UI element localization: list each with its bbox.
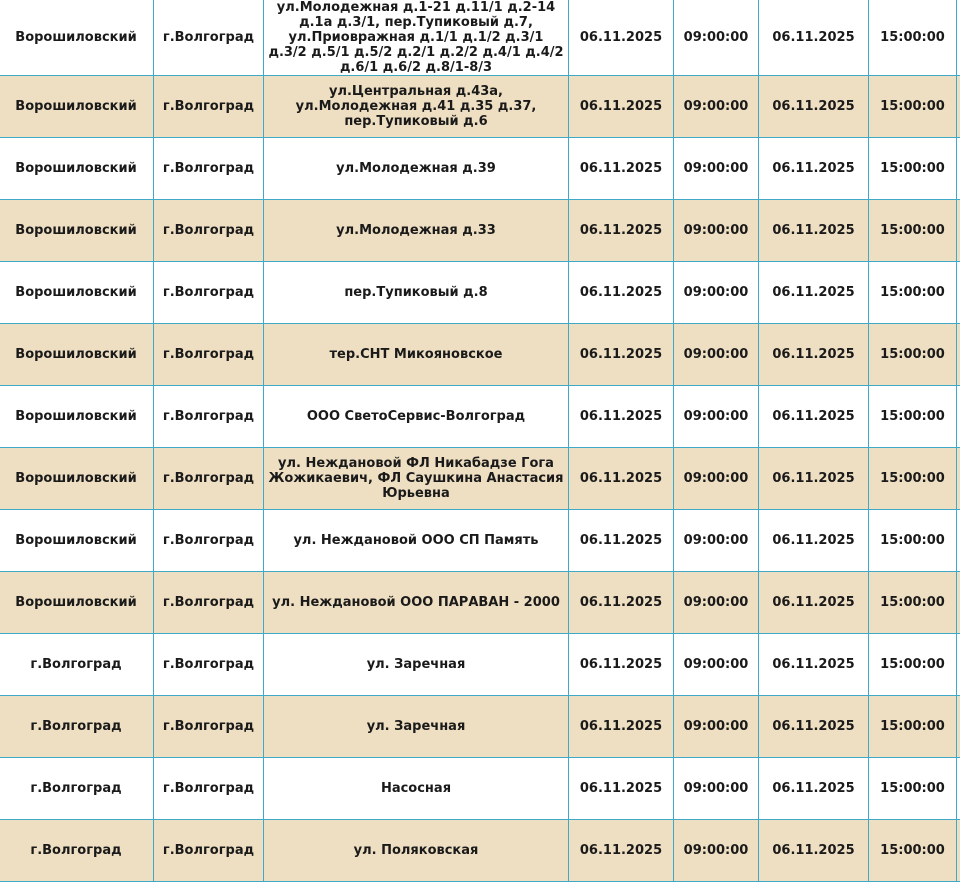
district-cell: г.Волгоград xyxy=(0,820,154,882)
district-cell: Ворошиловский xyxy=(0,324,154,386)
start-time-cell: 09:00:00 xyxy=(674,324,759,386)
start-time-cell: 09:00:00 xyxy=(674,510,759,572)
clipped-cell xyxy=(957,200,960,262)
district-cell: Ворошиловский xyxy=(0,200,154,262)
city-cell: г.Волгоград xyxy=(154,820,264,882)
end-date-cell: 06.11.2025 xyxy=(759,758,869,820)
start-date-cell: 06.11.2025 xyxy=(569,572,674,634)
city-cell: г.Волгоград xyxy=(154,200,264,262)
start-date-cell: 06.11.2025 xyxy=(569,324,674,386)
district-cell: г.Волгоград xyxy=(0,758,154,820)
address-cell: ул.Центральная д.43а, ул.Молодежная д.41 д.35 д.37, пер.Тупиковый д.6 xyxy=(264,76,569,138)
end-time-cell: 15:00:00 xyxy=(869,510,957,572)
start-date-cell: 06.11.2025 xyxy=(569,200,674,262)
table-row xyxy=(0,510,960,572)
table-row xyxy=(0,758,960,820)
clipped-cell xyxy=(957,138,960,200)
end-date-cell: 06.11.2025 xyxy=(759,572,869,634)
start-time-cell: 09:00:00 xyxy=(674,758,759,820)
address-cell: ул. Неждановой ФЛ Никабадзе Гога Жожикаевич, ФЛ Саушкина Анастасия Юрьевна xyxy=(264,448,569,510)
start-date-cell: 06.11.2025 xyxy=(569,138,674,200)
table-row xyxy=(0,386,960,448)
table-row xyxy=(0,0,960,76)
district-cell: Ворошиловский xyxy=(0,262,154,324)
end-time-cell: 15:00:00 xyxy=(869,572,957,634)
district-cell: г.Волгоград xyxy=(0,696,154,758)
table-row xyxy=(0,324,960,386)
end-time-cell: 15:00:00 xyxy=(869,324,957,386)
address-cell: Насосная xyxy=(264,758,569,820)
start-date-cell: 06.11.2025 xyxy=(569,634,674,696)
start-date-cell: 06.11.2025 xyxy=(569,386,674,448)
table-row xyxy=(0,262,960,324)
table-row xyxy=(0,138,960,200)
start-time-cell: 09:00:00 xyxy=(674,448,759,510)
end-date-cell: 06.11.2025 xyxy=(759,0,869,76)
city-cell: г.Волгоград xyxy=(154,448,264,510)
start-date-cell: 06.11.2025 xyxy=(569,262,674,324)
end-time-cell: 15:00:00 xyxy=(869,696,957,758)
table-row xyxy=(0,634,960,696)
end-date-cell: 06.11.2025 xyxy=(759,696,869,758)
district-cell: Ворошиловский xyxy=(0,448,154,510)
end-time-cell: 15:00:00 xyxy=(869,138,957,200)
city-cell: г.Волгоград xyxy=(154,386,264,448)
end-date-cell: 06.11.2025 xyxy=(759,76,869,138)
address-cell: ул.Молодежная д.39 xyxy=(264,138,569,200)
start-date-cell: 06.11.2025 xyxy=(569,0,674,76)
district-cell: Ворошиловский xyxy=(0,386,154,448)
start-time-cell: 09:00:00 xyxy=(674,572,759,634)
address-cell: ул. Поляковская xyxy=(264,820,569,882)
city-cell: г.Волгоград xyxy=(154,696,264,758)
start-time-cell: 09:00:00 xyxy=(674,138,759,200)
address-cell: ул. Заречная xyxy=(264,696,569,758)
end-time-cell: 15:00:00 xyxy=(869,758,957,820)
start-date-cell: 06.11.2025 xyxy=(569,820,674,882)
end-date-cell: 06.11.2025 xyxy=(759,138,869,200)
table-row xyxy=(0,200,960,262)
table-row xyxy=(0,572,960,634)
city-cell: г.Волгоград xyxy=(154,138,264,200)
clipped-cell xyxy=(957,696,960,758)
city-cell: г.Волгоград xyxy=(154,510,264,572)
start-time-cell: 09:00:00 xyxy=(674,696,759,758)
clipped-cell xyxy=(957,386,960,448)
end-time-cell: 15:00:00 xyxy=(869,820,957,882)
end-time-cell: 15:00:00 xyxy=(869,386,957,448)
district-cell: Ворошиловский xyxy=(0,76,154,138)
address-cell: ул. Неждановой ООО СП Память xyxy=(264,510,569,572)
start-date-cell: 06.11.2025 xyxy=(569,696,674,758)
district-cell: Ворошиловский xyxy=(0,572,154,634)
address-cell: ул. Неждановой ООО ПАРАВАН - 2000 xyxy=(264,572,569,634)
address-cell: ул.Молодежная д.1-21 д.11/1 д.2-14 д.1а д.3/1, пер.Тупиковый д.7, ул.Приовражная д.1/1 д.1/2 д.3/1 д.3/2 д.5/1 д.5/2 д.2/1 д.2/2 д.4/1 д.4/2 д.6/1 д.6/2 д.8/1-8/3 xyxy=(264,0,569,76)
district-cell: Ворошиловский xyxy=(0,0,154,76)
address-cell: пер.Тупиковый д.8 xyxy=(264,262,569,324)
city-cell: г.Волгоград xyxy=(154,572,264,634)
address-cell: ул. Заречная xyxy=(264,634,569,696)
end-date-cell: 06.11.2025 xyxy=(759,820,869,882)
start-time-cell: 09:00:00 xyxy=(674,634,759,696)
end-time-cell: 15:00:00 xyxy=(869,262,957,324)
clipped-cell xyxy=(957,572,960,634)
address-cell: ООО СветоСервис-Волгоград xyxy=(264,386,569,448)
city-cell: г.Волгоград xyxy=(154,76,264,138)
start-date-cell: 06.11.2025 xyxy=(569,510,674,572)
address-cell: тер.СНТ Микояновское xyxy=(264,324,569,386)
end-date-cell: 06.11.2025 xyxy=(759,324,869,386)
start-time-cell: 09:00:00 xyxy=(674,820,759,882)
table-row xyxy=(0,696,960,758)
end-date-cell: 06.11.2025 xyxy=(759,200,869,262)
clipped-cell xyxy=(957,510,960,572)
city-cell: г.Волгоград xyxy=(154,634,264,696)
start-time-cell: 09:00:00 xyxy=(674,76,759,138)
start-time-cell: 09:00:00 xyxy=(674,0,759,76)
city-cell: г.Волгоград xyxy=(154,0,264,76)
end-date-cell: 06.11.2025 xyxy=(759,386,869,448)
clipped-cell xyxy=(957,262,960,324)
start-date-cell: 06.11.2025 xyxy=(569,76,674,138)
end-time-cell: 15:00:00 xyxy=(869,0,957,76)
district-cell: Ворошиловский xyxy=(0,138,154,200)
clipped-cell xyxy=(957,634,960,696)
clipped-cell xyxy=(957,324,960,386)
city-cell: г.Волгоград xyxy=(154,262,264,324)
clipped-cell xyxy=(957,820,960,882)
start-date-cell: 06.11.2025 xyxy=(569,448,674,510)
end-time-cell: 15:00:00 xyxy=(869,200,957,262)
city-cell: г.Волгоград xyxy=(154,758,264,820)
end-date-cell: 06.11.2025 xyxy=(759,262,869,324)
district-cell: г.Волгоград xyxy=(0,634,154,696)
clipped-cell xyxy=(957,0,960,76)
end-time-cell: 15:00:00 xyxy=(869,76,957,138)
start-time-cell: 09:00:00 xyxy=(674,262,759,324)
end-date-cell: 06.11.2025 xyxy=(759,448,869,510)
table-row xyxy=(0,820,960,882)
table-row xyxy=(0,76,960,138)
start-time-cell: 09:00:00 xyxy=(674,200,759,262)
address-cell: ул.Молодежная д.33 xyxy=(264,200,569,262)
end-date-cell: 06.11.2025 xyxy=(759,510,869,572)
clipped-cell xyxy=(957,448,960,510)
clipped-cell xyxy=(957,76,960,138)
end-time-cell: 15:00:00 xyxy=(869,448,957,510)
start-time-cell: 09:00:00 xyxy=(674,386,759,448)
clipped-cell xyxy=(957,758,960,820)
city-cell: г.Волгоград xyxy=(154,324,264,386)
start-date-cell: 06.11.2025 xyxy=(569,758,674,820)
end-date-cell: 06.11.2025 xyxy=(759,634,869,696)
district-cell: Ворошиловский xyxy=(0,510,154,572)
table-row xyxy=(0,448,960,510)
end-time-cell: 15:00:00 xyxy=(869,634,957,696)
